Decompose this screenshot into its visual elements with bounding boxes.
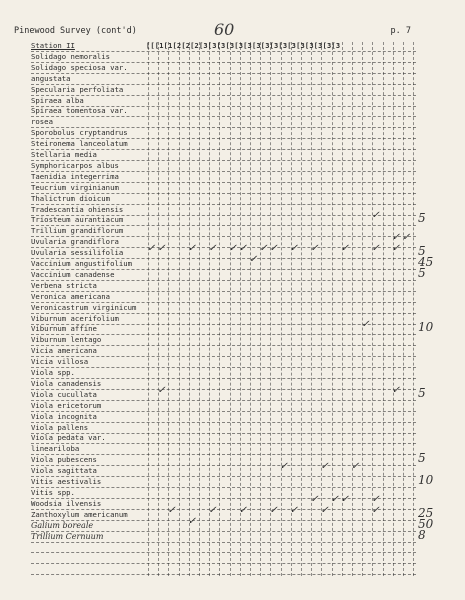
table-row	[31, 282, 416, 292]
species-name: Spiraea tomentosa var.	[31, 106, 128, 116]
table-row	[31, 260, 416, 270]
check-mark: ✓	[351, 461, 360, 473]
table-row	[31, 500, 416, 510]
check-mark: ✓	[238, 243, 248, 255]
column-heading-marks: [[[1[1[2[2[2[3[3[3[3[3[3[3[3[3[3[3[3[3[3[3[3	[146, 42, 341, 50]
check-mark: ✓	[330, 493, 339, 505]
check-mark: ✓	[340, 243, 350, 255]
species-name: Viola sagittata	[31, 466, 97, 476]
species-name: Verbena stricta	[31, 280, 97, 290]
species-name: rosea	[31, 117, 53, 127]
check-mark: ✓	[361, 319, 370, 331]
tally-count: 5	[418, 211, 426, 226]
species-name: Veronica americana	[31, 291, 111, 301]
table-row	[31, 86, 416, 96]
check-mark: ✓	[391, 243, 401, 255]
species-name: Symphoricarpos albus	[31, 160, 119, 170]
species-name: Viburnum affine	[31, 324, 97, 334]
check-mark: ✓	[157, 384, 166, 396]
table-row	[31, 489, 416, 499]
table-row	[31, 195, 416, 205]
species-name: Taenidia integerrima	[31, 171, 119, 181]
species-name: Tradescantia ohiensis	[31, 204, 124, 214]
table-row	[31, 347, 416, 357]
survey-table	[31, 41, 434, 582]
document-title: Pinewood Survey (cont'd)	[14, 26, 137, 36]
species-name: Veronicastrum virginicum	[31, 302, 137, 312]
table-row	[31, 107, 416, 117]
empty-row	[31, 543, 416, 553]
check-mark: ✓	[228, 243, 237, 255]
table-row	[31, 413, 416, 423]
species-name: Teucrium virginianum	[31, 182, 119, 192]
table-row	[31, 304, 416, 314]
table-row	[31, 336, 416, 346]
species-name: Viola cucullata	[31, 389, 97, 399]
species-name: Thalictrum dioicum	[31, 193, 111, 203]
species-name: Stellaria media	[31, 150, 97, 159]
table-row	[31, 140, 416, 150]
check-mark: ✓	[167, 504, 176, 516]
species-name: Vitis aestivalis	[31, 477, 102, 486]
tally-count: 5	[418, 451, 426, 466]
heading-row	[31, 42, 416, 52]
table-row	[31, 151, 416, 161]
species-name: lineariloba	[31, 444, 80, 454]
table-row	[31, 129, 416, 139]
species-name: Viola ericetorum	[31, 400, 102, 410]
check-mark: ✓	[320, 461, 329, 473]
table-row	[31, 227, 416, 237]
table-row	[31, 162, 416, 172]
check-mark: ✓	[208, 504, 217, 516]
tally-count: 8	[418, 527, 426, 542]
table-row	[31, 424, 416, 434]
species-name: Viola pedata var.	[31, 433, 106, 443]
check-mark: ✓	[391, 384, 401, 396]
species-name: Specularia perfoliata	[31, 84, 124, 94]
tally-count: 50	[418, 516, 434, 531]
table-row	[31, 445, 416, 455]
table-row	[31, 118, 416, 128]
table-row	[31, 97, 416, 107]
species-name: Spiraea alba	[31, 95, 84, 105]
species-name: Vaccinium angustifolium	[31, 259, 133, 268]
species-name: Trillium grandiflorum	[31, 226, 124, 236]
species-name: Uvularia sessilifolia	[31, 248, 124, 258]
species-name: Viola incognita	[31, 411, 97, 421]
check-mark: ✓	[371, 493, 380, 505]
check-mark: ✓	[269, 504, 278, 516]
table-row	[31, 380, 416, 390]
check-mark: ✓	[147, 243, 156, 255]
check-mark: ✓	[208, 243, 217, 255]
species-name: Trillium Cernuum	[31, 531, 104, 541]
tally-count: 45	[418, 255, 434, 269]
table-row	[31, 293, 416, 303]
species-name: angustata	[31, 73, 71, 83]
table-row	[31, 271, 416, 281]
table-row	[31, 64, 416, 74]
check-mark: ✓	[340, 493, 350, 505]
table-row	[31, 184, 416, 194]
species-name: Woodsia ilvensis	[31, 498, 102, 508]
species-name: Vitis spp.	[31, 487, 75, 497]
empty-row	[31, 565, 416, 575]
check-mark: ✓	[391, 232, 401, 244]
species-name: Viburnum lentago	[31, 335, 102, 345]
table-row	[31, 391, 416, 401]
check-mark: ✓	[187, 243, 197, 255]
table-row	[31, 53, 416, 63]
species-name: Viola pallens	[31, 422, 89, 432]
empty-row	[31, 554, 416, 564]
table-row	[31, 75, 416, 85]
section-heading: Station II	[31, 41, 75, 50]
page-label: p. 7	[390, 26, 411, 36]
check-mark: ✓	[310, 493, 319, 505]
species-name: Vaccinium canadense	[31, 269, 115, 279]
check-mark: ✓	[269, 243, 278, 255]
table-row	[31, 173, 416, 183]
table-row	[31, 434, 416, 444]
check-mark: ✓	[371, 243, 380, 255]
table-row	[31, 533, 416, 543]
table-row	[31, 358, 416, 368]
table-row	[31, 325, 416, 335]
species-name: Viola canadensis	[31, 378, 102, 388]
check-mark: ✓	[238, 504, 248, 516]
species-name: Steironema lanceolatum	[31, 139, 128, 149]
check-mark: ✓	[310, 243, 319, 255]
check-mark: ✓	[187, 515, 197, 527]
table-row	[31, 511, 416, 521]
species-name: Triosteum aurantiacum	[31, 215, 124, 225]
species-name: Solidago nemoralis	[31, 51, 111, 61]
tally-count: 5	[418, 244, 426, 259]
species-name: Galium boreale	[31, 520, 94, 530]
check-mark: ✓	[259, 243, 268, 255]
species-name: Viola spp.	[31, 368, 75, 377]
tally-count: 5	[418, 385, 426, 400]
check-mark: ✓	[289, 504, 299, 516]
tally-count: 10	[418, 473, 434, 487]
table-row	[31, 216, 416, 226]
species-name: Viola pubescens	[31, 455, 97, 465]
species-name: Uvularia grandiflora	[31, 237, 119, 247]
table-row	[31, 249, 416, 259]
species-name: Vicia americana	[31, 346, 97, 356]
species-name: Vicia villosa	[31, 357, 89, 367]
check-mark: ✓	[289, 243, 299, 255]
table-row	[31, 369, 416, 379]
table-row	[31, 206, 416, 216]
table-row	[31, 522, 416, 532]
species-name: Solidago speciosa var.	[31, 62, 128, 72]
tally-count: 5	[418, 265, 426, 280]
species-name: Viburnum acerifolium	[31, 313, 119, 323]
tally-count: 25	[418, 505, 434, 520]
check-mark: ✓	[320, 504, 329, 516]
check-mark: ✓	[157, 243, 166, 255]
check-mark: ✓	[402, 232, 411, 244]
species-name: Zanthoxylum americanum	[31, 509, 128, 519]
check-mark: ✓	[371, 210, 380, 222]
species-name: Sporobolus cryptandrus	[31, 128, 128, 138]
handwritten-page-number: 60	[214, 20, 235, 39]
tally-count: 10	[418, 320, 434, 335]
table-row	[31, 315, 416, 325]
table-row	[31, 402, 416, 412]
check-mark: ✓	[279, 461, 288, 473]
check-mark: ✓	[371, 504, 380, 516]
check-mark: ✓	[249, 254, 258, 265]
table-row	[31, 478, 416, 488]
table-row	[31, 238, 416, 248]
